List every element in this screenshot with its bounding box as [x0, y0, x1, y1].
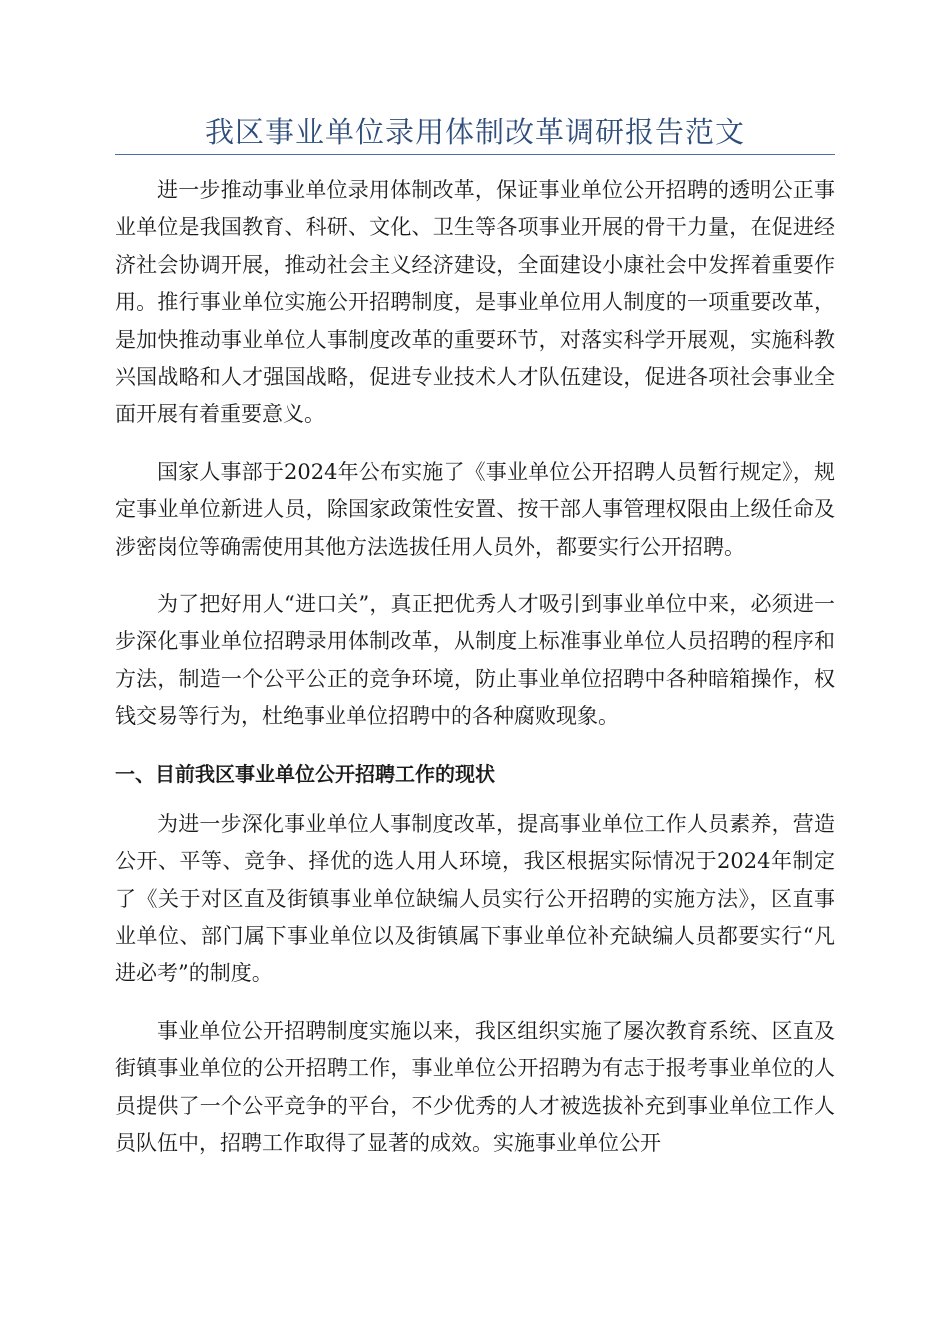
section1-paragraph-2: 事业单位公开招聘制度实施以来，我区组织实施了屡次教育系统、区直及街镇事业单位的公开招聘工作，事业单位公开招聘为有志于报考事业单位的人员提供了一个公平竞争的平台，不少优秀的人才被选拔补充到事业单位工作人员队伍中，招聘工作取得了显著的成效。实施事业单位公开 — [115, 1018, 835, 1155]
intro-paragraph-1: 进一步推动事业单位录用体制改革，保证事业单位公开招聘的透明公正事业单位是我国教育、科研、文化、卫生等各项事业开展的骨干力量，在促进经济社会协调开展，推动社会主义经济建设，全面建设小康社会中发挥着重要作用。推行事业单位实施公开招聘制度，是事业单位用人制度的一项重要改革，是加快推动事业单位人事制度改革的重要环节，对落实科学开展观，实施科教兴国战略和人才强国战略，促进专业技术人才队伍建设，促进各项社会事业全面开展有着重要意义。 — [115, 178, 835, 427]
document-body — [115, 172, 835, 1182]
title-underline — [115, 154, 835, 155]
section-heading-1: 一、目前我区事业单位公开招聘工作的现状 — [115, 761, 495, 786]
document-title: 我区事业单位录用体制改革调研报告范文 — [204, 115, 745, 149]
section1-paragraph-1: 为进一步深化事业单位人事制度改革，提高事业单位工作人员素养，营造公开、平等、竞争、择优的选人用人环境，我区根据实际情况于2024年制定了《关于对区直及街镇事业单位缺编人员实行公开招聘的实施方法》，区直事业单位、部门属下事业单位以及街镇属下事业单位补充缺编人员都要实行“凡进必考”的制度。 — [115, 811, 835, 986]
intro-paragraph-2: 国家人事部于2024年公布实施了《事业单位公开招聘人员暂行规定》，规定事业单位新进人员，除国家政策性安置、按干部人事管理权限由上级任命及涉密岗位等确需使用其他方法选拔任用人员外，都要实行公开招聘。 — [115, 459, 835, 559]
intro-paragraph-3: 为了把好用人“进口关”，真正把优秀人才吸引到事业单位中来，必须进一步深化事业单位招聘录用体制改革，从制度上标准事业单位人员招聘的程序和方法，制造一个公平公正的竞争环境，防止事业单位招聘中各种暗箱操作，权钱交易等行为，杜绝事业单位招聘中的各种腐败现象。 — [115, 592, 835, 729]
